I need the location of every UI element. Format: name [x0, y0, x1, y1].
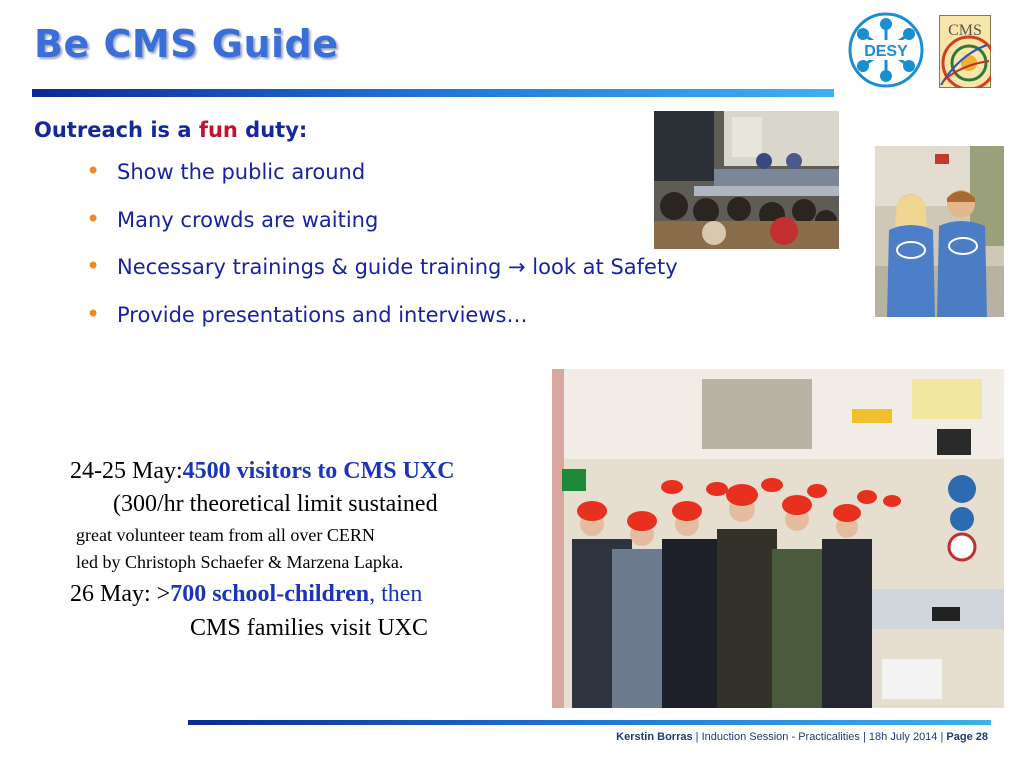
list-item: • Show the public around: [86, 157, 366, 185]
stat-line-4: led by Christoph Schaefer & Marzena Lapka.: [76, 552, 404, 572]
bullet-icon: •: [86, 157, 101, 185]
bullet-icon: •: [86, 204, 101, 233]
slide-title: Be CMS Guide: [34, 22, 339, 66]
footer-divider: [188, 720, 991, 725]
slide-footer: Kerstin Borras | Induction Session - Practicalities | 18h July 2014 | Page 28: [616, 731, 988, 743]
title-divider: [32, 89, 834, 97]
list-item: • Provide presentations and interviews…: [86, 299, 528, 328]
section-heading: Outreach is a fun duty:: [34, 118, 308, 142]
photo-presentation-audience: [654, 111, 839, 249]
page-number: Page 28: [946, 731, 988, 743]
cms-logo: [939, 15, 991, 88]
cms-logo-text: CMS: [948, 22, 982, 39]
list-item: • Many crowds are waiting: [86, 204, 379, 233]
photo-visitors-hard-hats: [552, 369, 1004, 708]
desy-logo: [846, 12, 926, 88]
list-item: • Necessary trainings & guide training → look at Safety: [86, 252, 678, 281]
bullet-icon: •: [86, 299, 101, 328]
desy-logo-text: DESY: [864, 43, 908, 60]
stat-line-3: great volunteer team from all over CERN: [76, 525, 375, 545]
bullet-icon: •: [86, 252, 101, 281]
stat-line-1: 24-25 May:4500 visitors to CMS UXC: [70, 458, 455, 484]
stat-line-2: (300/hr theoretical limit sustained: [113, 491, 438, 517]
stat-line-6: CMS families visit UXC: [190, 615, 429, 641]
stat-line-5: 26 May: >700 school-children, then: [70, 581, 423, 607]
bullet-list: [86, 157, 678, 350]
photo-volunteers: [875, 146, 1004, 317]
